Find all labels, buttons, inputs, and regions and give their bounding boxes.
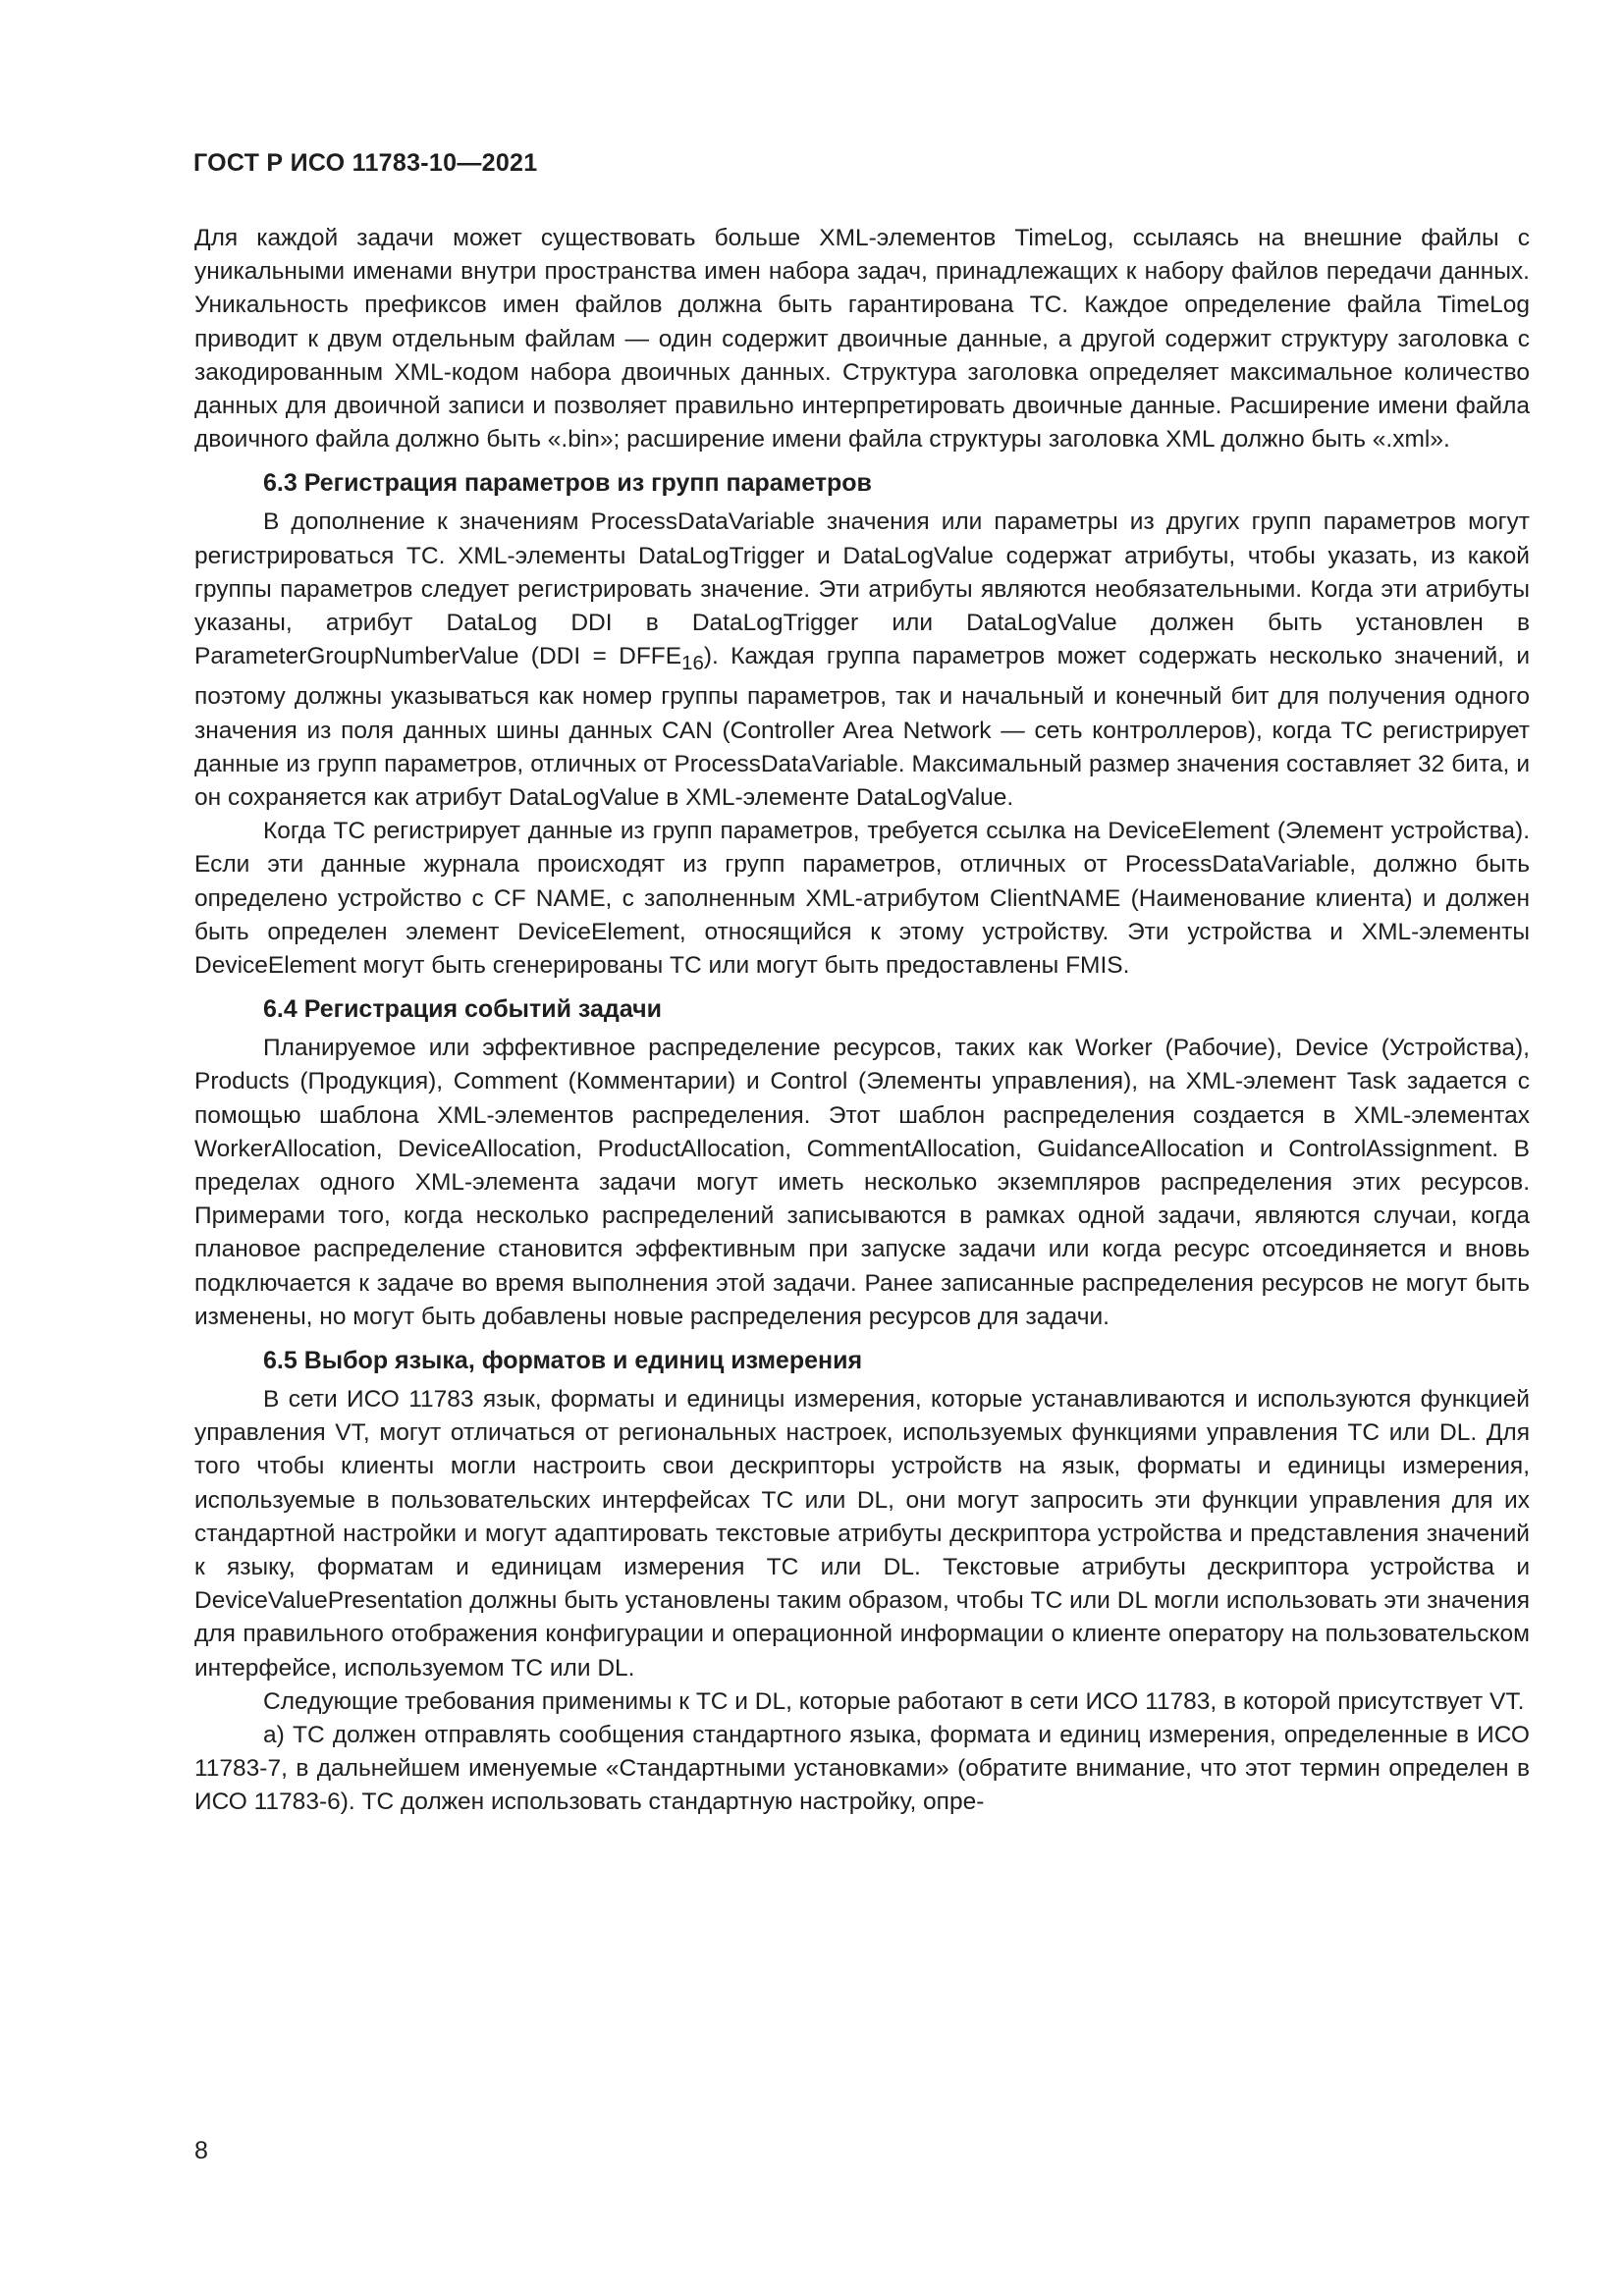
- section-6-4-paragraph-1: Планируемое или эффективное распределение ресурсов, таких как Worker (Рабочие), Device (Устройства), Products (Продукция), Comment (Комментарии) и Control (Элементы управления), на XML-элемент Task задается с помощью шаблона XML-элементов распределения. Этот шаблон распределения создается в XML-элементах WorkerAllocation, DeviceAllocation, ProductAllocation, CommentAllocation, GuidanceAllocation и ControlAssignment. В пределах одного XML-элемента задачи могут иметь несколько экземпляров распределения этих ресурсов. Примерами того, когда несколько распределений записываются в рамках одной задачи, являются случаи, когда плановое распределение становится эффективным при запуске задачи или когда ресурс отсоединяется и вновь подключается к задаче во время выполнения этой задачи. Ранее записанные распределения ресурсов не могут быть изменены, но могут быть добавлены новые распределения ресурсов для задачи.: [194, 1035, 1530, 1330]
- section-6-5-heading: 6.5 Выбор языка, форматов и единиц измерения: [263, 1346, 863, 1374]
- document-header: ГОСТ Р ИСО 11783-10—2021: [193, 149, 538, 177]
- section-6-3-paragraph-2: Когда TC регистрирует данные из групп параметров, требуется ссылка на DeviceElement (Элемент устройства). Если эти данные журнала происходят из групп параметров, отличных от ProcessDataVariable, должно быть определено устройство с CF NAME, с заполненным XML-атрибутом ClientNAME (Наименование клиента) и должен быть определен элемент DeviceElement, относящийся к этому устройству. Эти устройства и XML-элементы DeviceElement могут быть сгенерированы TC или могут быть предоставлены FMIS.: [194, 818, 1530, 979]
- page-number: 8: [194, 2137, 208, 2164]
- intro-paragraph: Для каждой задачи может существовать больше XML-элементов TimeLog, ссылаясь на внешние файлы с уникальными именами внутри пространства имен набора задач, принадлежащих к набору файлов передачи данных. Уникальность префиксов имен файлов должна быть гарантирована TC. Каждое определение файла TimeLog приводит к двум отдельным файлам — один содержит двоичные данные, а другой содержит структуру заголовка с закодированным XML-кодом набора двоичных данных. Структура заголовка определяет максимальное количество данных для двоичной записи и позволяет правильно интерпретировать двоичные данные. Расширение имени файла двоичного файла должно быть «.bin»; расширение имени файла структуры заголовка XML должно быть «.xml».: [194, 225, 1530, 454]
- section-6-3-heading: 6.3 Регистрация параметров из групп параметров: [263, 469, 872, 498]
- section-6-3-p1-before: В дополнение к значениям ProcessDataVariable значения или параметры из других групп параметров могут регистрироваться TC. XML-элементы DataLogTrigger и DataLogValue содержат атрибуты, чтобы указать, из какой группы параметров следует регистрировать значение. Эти атрибуты являются необязательными. Когда эти атрибуты указаны, атрибут DataLog DDI в DataLogTrigger или DataLogValue должен быть установлен в ParameterGroupNumberValue (DDI = DFFE: [194, 508, 1530, 670]
- section-6-3-paragraph-1: [194, 506, 1530, 815]
- section-6-4-heading: 6.4 Регистрация событий задачи: [263, 995, 662, 1024]
- ddi-subscript: 16: [681, 653, 704, 675]
- section-6-5-paragraph-1: В сети ИСО 11783 язык, форматы и единицы измерения, которые устанавливаются и используются функцией управления VT, могут отличаться от региональных настроек, используемых функциями управления TC или DL. Для того чтобы клиенты могли настроить свои дескрипторы устройств на язык, форматы и единицы измерения, используемые в пользовательских интерфейсах TC или DL, они могут запросить эти функции управления для их стандартной настройки и могут адаптировать текстовые атрибуты дескриптора устройства и представления значений к языку, форматам и единицам измерения TC или DL. Текстовые атрибуты дескриптора устройства и DeviceValuePresentation должны быть установлены таким образом, чтобы TC или DL могли использовать эти значения для правильного отображения конфигурации и операционной информации о клиенте оператору на пользовательском интерфейсе, используемом TC или DL.: [194, 1385, 1530, 1682]
- section-6-3-p1-after: ). Каждая группа параметров может содержать несколько значений, и поэтому должны указываться как номер группы параметров, так и начальный и конечный бит для получения одного значения из поля данных шины данных CAN (Controller Area Network — сеть контроллеров), когда TC регистрирует данные из групп параметров, отличных от ProcessDataVariable. Максимальный размер значения составляет 32 бита, и он сохраняется как атрибут DataLogValue в XML-элементе DataLogValue.: [194, 643, 1531, 811]
- document-body: [194, 222, 1530, 1820]
- section-6-5-list-item-a: а) TC должен отправлять сообщения стандартного языка, формата и единиц измерения, определенные в ИСО 11783-7, в дальнейшем именуемые «Стандартными установками» (обратите внимание, что этот термин определен в ИСО 11783-6). TC должен использовать стандартную настройку, опре-: [194, 1722, 1530, 1816]
- section-6-5-paragraph-2: Следующие требования применимы к TC и DL, которые работают в сети ИСО 11783, в которой присутствует VT.: [263, 1687, 1525, 1715]
